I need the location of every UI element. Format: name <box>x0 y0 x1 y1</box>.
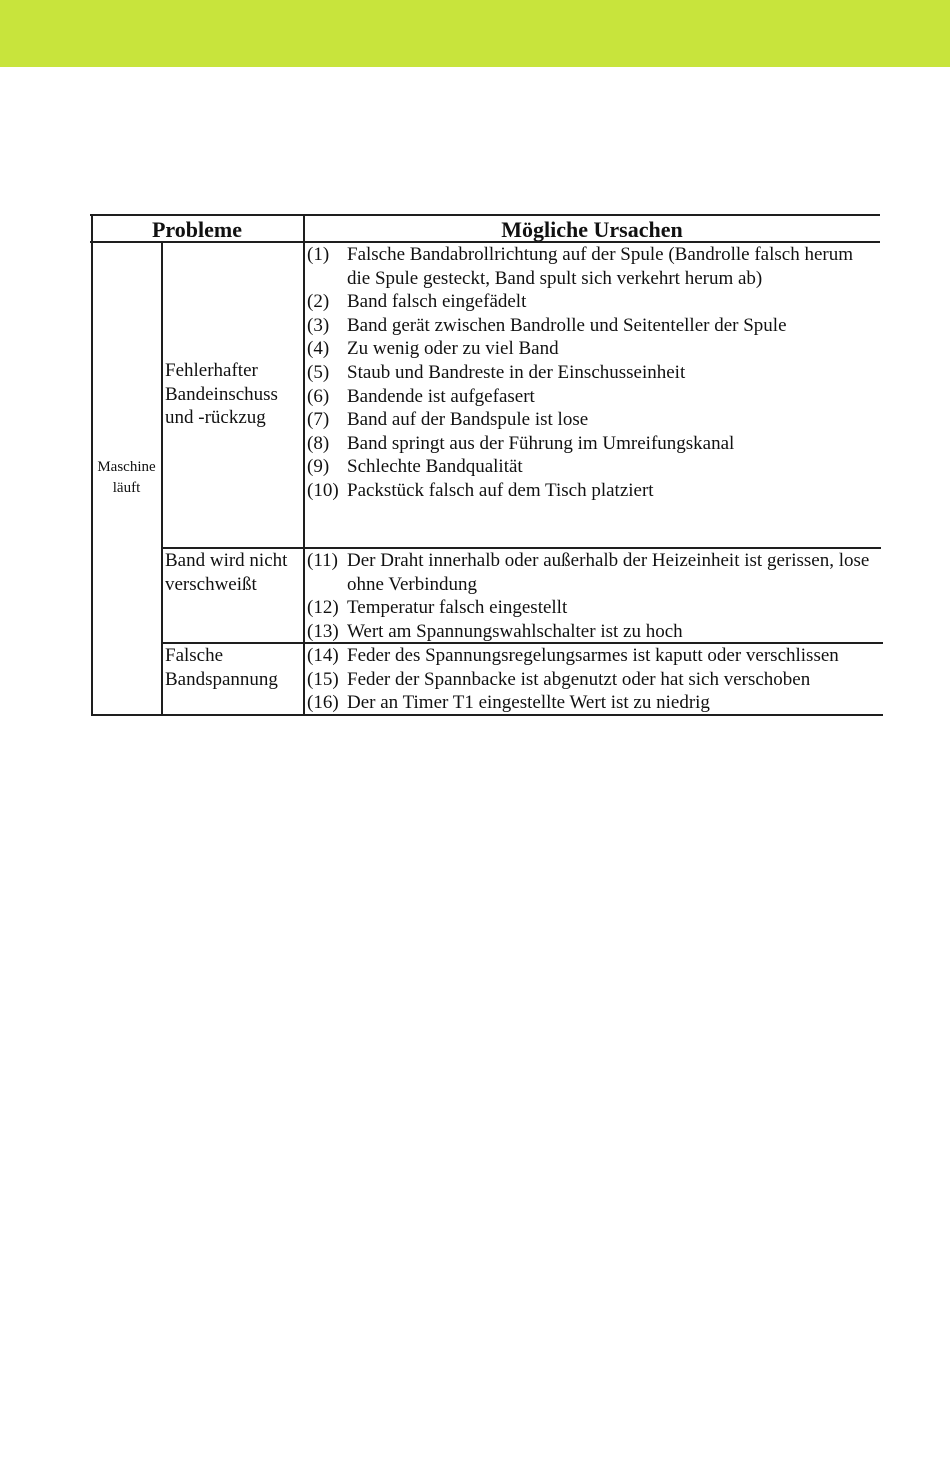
table-rule-col1 <box>161 242 163 716</box>
cause-text: Band falsch eingefädelt <box>347 291 527 313</box>
table-rule-col2 <box>303 215 305 716</box>
cause-item <box>307 408 877 432</box>
cause-number: (12) <box>307 597 339 619</box>
cause-text: Feder der Spannbacke ist abgenutzt oder hat sich verschoben <box>347 668 811 690</box>
cause-number: (9) <box>307 456 330 478</box>
cause-text: Zu wenig oder zu viel Band <box>347 338 559 360</box>
cause-text: Band springt aus der Führung im Umreifungskanal <box>347 432 735 454</box>
cause-text: Temperatur falsch eingestellt <box>347 597 568 619</box>
cause-item <box>307 620 877 644</box>
cause-item <box>307 691 877 715</box>
cause-text: Falsche Bandabrollrichtung auf der Spule (Bandrolle falsch herum die Spule gesteckt, Band spult sich verkehrt herum ab) <box>347 244 853 289</box>
cause-number: (11) <box>307 550 338 571</box>
cause-number: (6) <box>307 385 330 407</box>
cause-text: Band auf der Bandspule ist lose <box>347 409 589 431</box>
cause-number: (13) <box>307 620 339 642</box>
cause-text: Feder des Spannungsregelungsarmes ist kaputt oder verschlissen <box>347 645 839 666</box>
cause-item <box>307 361 877 385</box>
cause-number: (15) <box>307 668 339 690</box>
cause-item <box>307 455 877 479</box>
cause-item <box>307 644 877 668</box>
cause-number: (5) <box>307 361 330 383</box>
cause-item <box>307 385 877 409</box>
cause-text: Der an Timer T1 eingestellte Wert ist zu niedrig <box>347 692 710 714</box>
cause-text: Schlechte Bandqualität <box>347 456 523 478</box>
cause-number: (16) <box>307 692 339 714</box>
condition-label: Maschine läuft <box>97 459 156 496</box>
cause-number: (7) <box>307 409 330 431</box>
cause-number: (8) <box>307 432 330 454</box>
cause-text: Der Draht innerhalb oder außerhalb der Heizeinheit ist gerissen, lose ohne Verbindung <box>347 550 870 595</box>
cause-number: (2) <box>307 291 330 313</box>
cause-number: (1) <box>307 244 330 265</box>
cause-number: (4) <box>307 338 330 360</box>
cause-list <box>307 243 877 503</box>
problem-label: Falsche Bandspannung <box>165 645 278 690</box>
cause-number: (10) <box>307 479 339 501</box>
cause-number: (3) <box>307 314 330 336</box>
cause-item <box>307 432 877 456</box>
header-causes: Mögliche Ursachen <box>501 217 683 242</box>
cause-list <box>307 549 877 643</box>
cause-list <box>307 644 877 715</box>
table-rule-top <box>90 214 880 216</box>
top-accent-bar <box>0 0 950 67</box>
cause-text: Wert am Spannungswahlschalter ist zu hoch <box>347 620 683 642</box>
cause-item <box>307 314 877 338</box>
problem-label: Fehlerhafter Bandeinschuss und -rückzug <box>165 360 278 429</box>
cause-text: Bandende ist aufgefasert <box>347 385 535 407</box>
cause-text: Staub und Bandreste in der Einschusseinheit <box>347 361 686 383</box>
cause-number: (14) <box>307 645 339 666</box>
cause-item <box>307 596 877 620</box>
cause-item <box>307 668 877 692</box>
cause-text: Packstück falsch auf dem Tisch platziert <box>347 479 654 501</box>
cause-item <box>307 337 877 361</box>
header-problems: Probleme <box>151 217 242 242</box>
cause-item <box>307 549 877 596</box>
problem-label: Band wird nicht verschweißt <box>165 550 288 595</box>
cause-item <box>307 290 877 314</box>
cause-item <box>307 479 877 503</box>
cause-item <box>307 243 877 290</box>
cause-text: Band gerät zwischen Bandrolle und Seitenteller der Spule <box>347 314 787 336</box>
